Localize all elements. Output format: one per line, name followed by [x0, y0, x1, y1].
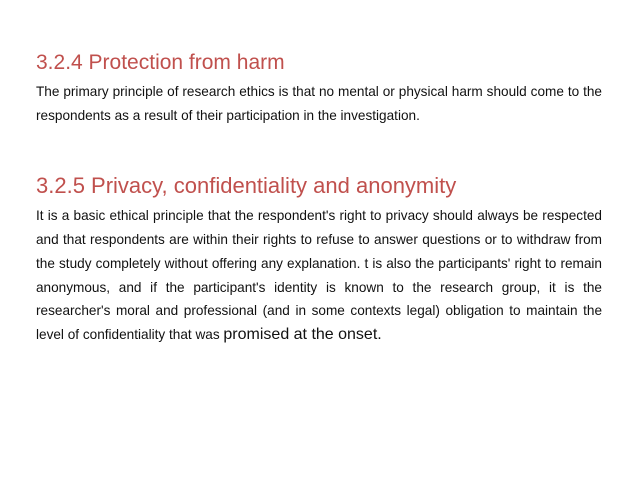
section-protection-from-harm — [36, 51, 602, 128]
section-heading: 3.2.5 Privacy, confidentiality and anonymity — [36, 173, 457, 198]
section-body-text: It is a basic ethical principle that the respondent's right to privacy should always be respected and that respondents are within their rights to refuse to answer questions or to withdraw from the study completely without offering any explanation. t is also the participants' right to remain anonymous, and if the participant's identity is known to the research group, it is the researcher's moral and professional (and in some contexts legal) obligation to maintain the level of confidentiality that was — [36, 208, 602, 343]
section-body: The primary principle of research ethics is that no mental or physical harm should come to the respondents as a result of their participation in the investigation. — [36, 84, 602, 123]
section-heading: 3.2.4 Protection from harm — [36, 51, 285, 74]
section-privacy-confidentiality — [36, 174, 602, 347]
section-body — [36, 204, 602, 347]
section-body-emphasis: promised at the onset. — [223, 326, 382, 344]
